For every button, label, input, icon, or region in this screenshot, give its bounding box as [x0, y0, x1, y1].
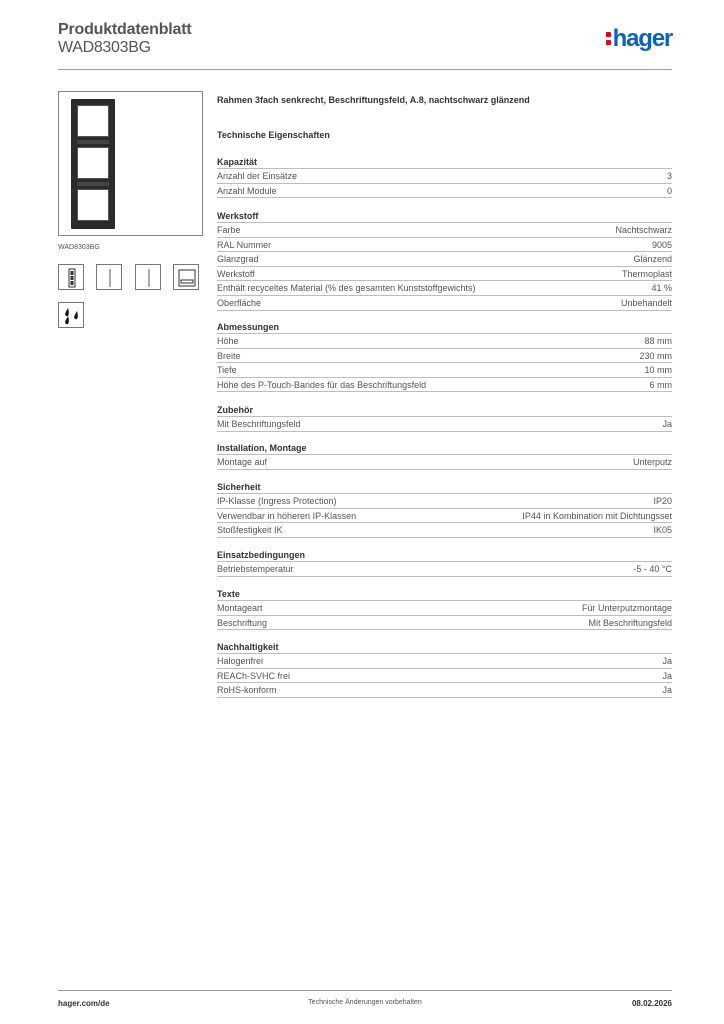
- spec-row: [217, 616, 672, 631]
- spec-key: Montageart: [217, 603, 263, 613]
- spec-key: Glanzgrad: [217, 254, 259, 265]
- footer-date: 08.02.2026: [631, 999, 672, 1008]
- spec-row: [217, 223, 672, 238]
- frame-cell-1: [77, 105, 109, 137]
- spec-row: [217, 683, 672, 698]
- spec-row: [217, 349, 672, 364]
- spec-row: [217, 562, 672, 577]
- spec-row: [217, 334, 672, 349]
- spec-key: Tiefe: [217, 365, 237, 376]
- spec-key: Breite: [217, 350, 241, 361]
- product-description: Rahmen 3fach senkrecht, Beschriftungsfeld, A.8, nachtschwarz glänzend: [217, 95, 530, 105]
- image-caption: WAD8303BG: [58, 244, 100, 251]
- spec-key: RAL Nummer: [217, 239, 272, 250]
- spec-key: RoHS-konform: [217, 685, 277, 696]
- spec-key: IP-Klasse (Ingress Protection): [217, 496, 337, 506]
- spec-key: Höhe des P-Touch-Bandes für das Beschriftungsfeld: [217, 379, 427, 390]
- footer-website: hager.com/de: [58, 999, 110, 1008]
- spec-row: [217, 267, 672, 282]
- spec-value: Ja: [662, 685, 672, 696]
- spec-value: 230 mm: [639, 350, 672, 361]
- spec-value: 3: [666, 171, 672, 181]
- frame-label-strip-1: [77, 140, 109, 144]
- spec-row: [217, 494, 672, 509]
- section-title: Texte: [217, 587, 672, 601]
- spec-value: IP44 in Kombination mit Dichtungsset: [522, 510, 672, 521]
- spec-row: [217, 363, 672, 378]
- spec-value: 0: [666, 185, 672, 196]
- spec-row: [217, 455, 672, 470]
- spec-key: Oberfläche: [217, 298, 262, 308]
- logo-dots-icon: [606, 31, 612, 47]
- spec-key: Enthält recyceltes Material (% des gesamten Kunststoffgewichts): [217, 283, 476, 294]
- spec-value: IP20: [653, 496, 672, 506]
- spec-key: Anzahl Module: [217, 185, 277, 196]
- spec-value: 10 mm: [644, 365, 672, 376]
- section-title: Nachhaltigkeit: [217, 640, 672, 654]
- frame-illustration: [71, 99, 115, 229]
- spec-value: Thermoplast: [621, 268, 672, 279]
- spec-value: 9005: [651, 239, 672, 250]
- spec-value: Ja: [662, 656, 672, 666]
- hager-logo: [606, 25, 672, 53]
- spec-key: Betriebstemperatur: [217, 564, 294, 574]
- spec-key: Farbe: [217, 225, 241, 235]
- product-number: WAD8303BG: [58, 39, 151, 56]
- spec-row: [217, 281, 672, 296]
- spec-value: Unbehandelt: [620, 298, 672, 308]
- spec-row: [217, 523, 672, 538]
- section-title: Installation, Montage: [217, 441, 672, 455]
- spec-key: Anzahl der Einsätze: [217, 171, 298, 181]
- spec-key: Montage auf: [217, 457, 268, 467]
- logo-text: hager: [612, 25, 672, 52]
- frame-label-strip-2: [77, 182, 109, 186]
- line-icon: [135, 264, 161, 290]
- spec-row: [217, 252, 672, 267]
- section-title: Einsatzbedingungen: [217, 548, 672, 562]
- spec-value: Für Unterputzmontage: [581, 603, 672, 613]
- spec-row: [217, 238, 672, 253]
- section-title: Abmessungen: [217, 320, 672, 334]
- section-title: Kapazität: [217, 155, 672, 169]
- water-drops-icon: [58, 302, 84, 328]
- frame-cell-3: [77, 189, 109, 221]
- spec-value: 41 %: [651, 283, 672, 294]
- footer-disclaimer: Technische Änderungen vorbehalten: [308, 999, 422, 1006]
- spec-value: IK05: [653, 525, 672, 536]
- section-title: Werkstoff: [217, 209, 672, 223]
- spec-value: Unterputz: [632, 457, 672, 467]
- spec-value: Ja: [662, 670, 672, 681]
- spec-value: 88 mm: [644, 336, 672, 346]
- spec-row: [217, 378, 672, 393]
- product-image: [58, 91, 203, 236]
- spec-value: Mit Beschriftungsfeld: [588, 617, 672, 628]
- spec-value: -5 - 40 °C: [633, 564, 672, 574]
- spec-row: [217, 296, 672, 311]
- spec-key: REACh-SVHC frei: [217, 670, 291, 681]
- section-title: Sicherheit: [217, 480, 672, 494]
- spec-value: Ja: [662, 419, 672, 429]
- spec-key: Stoßfestigkeit IK: [217, 525, 283, 536]
- spec-value: Nachtschwarz: [615, 225, 672, 235]
- spec-value: Glänzend: [633, 254, 672, 265]
- spec-row: [217, 184, 672, 199]
- spec-key: Werkstoff: [217, 268, 255, 279]
- spec-key: Mit Beschriftungsfeld: [217, 419, 301, 429]
- spec-key: Verwendbar in höheren IP-Klassen: [217, 510, 357, 521]
- spec-value: 6 mm: [649, 379, 672, 390]
- spec-heading: Technische Eigenschaften: [217, 130, 330, 140]
- spec-key: Beschriftung: [217, 617, 268, 628]
- spec-row: [217, 509, 672, 524]
- spec-row: [217, 669, 672, 684]
- page-header: [58, 20, 672, 70]
- spec-row: [217, 601, 672, 616]
- spec-row: [217, 417, 672, 432]
- spec-row: [217, 654, 672, 669]
- spec-key: Halogenfrei: [217, 656, 264, 666]
- line-icon: [96, 264, 122, 290]
- section-title: Zubehör: [217, 403, 672, 417]
- spec-key: Höhe: [217, 336, 239, 346]
- page-footer: [58, 990, 672, 1014]
- frame-cell-2: [77, 147, 109, 179]
- spec-row: [217, 169, 672, 184]
- document-title: Produktdatenblatt: [58, 21, 192, 38]
- label-field-icon: [173, 264, 199, 290]
- vertical-frame-icon: [58, 264, 84, 290]
